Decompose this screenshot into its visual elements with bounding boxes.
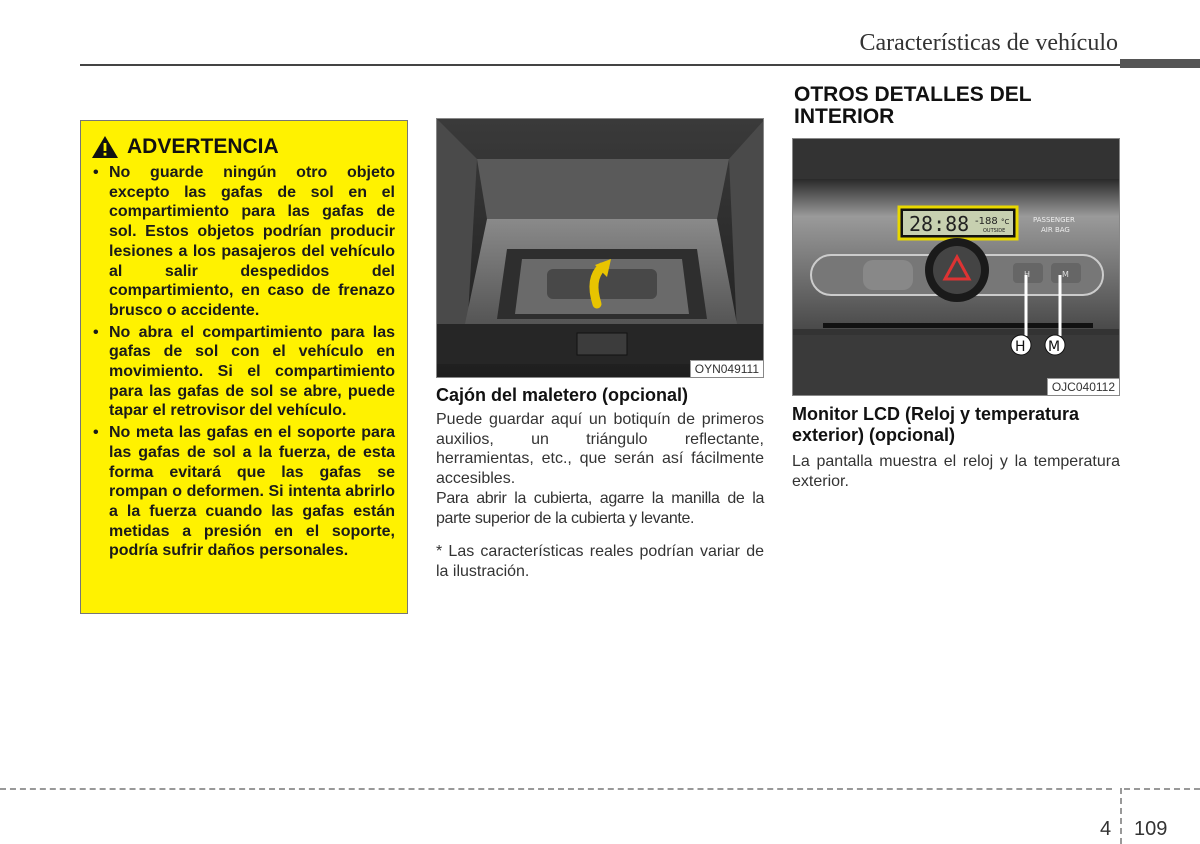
warning-heading <box>91 135 395 159</box>
trunk-paragraph-1: Puede guardar aquí un botiquín de primeros auxilios, un triángulo reflectante, herramientas, etc., que serán así fácilmente accesibles. <box>436 411 764 487</box>
button-h-label: H <box>1024 270 1031 279</box>
callout-m-label: M <box>1048 339 1061 355</box>
header-tab-marker <box>1120 59 1200 68</box>
warning-item: • No meta las gafas en el soporte para las gafas de sol a la fuerza, de esta forma evitará que las gafas se rompan o deformen. Si intenta abrirlo a la fuerza cuando las gafas están metidas a presión en el soporte, podría sufrir daños personales. <box>91 423 395 561</box>
lcd-monitor-illustration <box>792 138 1120 396</box>
section-title-interior: OTROS DETALLES DEL INTERIOR <box>794 83 1032 128</box>
page-number: 109 <box>1134 818 1168 840</box>
airbag-label-line1: PASSENGER <box>1033 216 1075 224</box>
lcd-temp-readout: -188 <box>975 216 998 227</box>
lcd-temp-unit: °C <box>1001 218 1010 226</box>
footer-page-separator <box>1120 788 1122 844</box>
lcd-heading: Monitor LCD (Reloj y temperatura exterior) (opcional) <box>792 404 1080 445</box>
page-header-title: Características de vehículo <box>859 30 1118 56</box>
callout-h-label: H <box>1015 339 1026 355</box>
header-divider <box>80 64 1120 66</box>
trunk-drawing <box>437 119 764 378</box>
airbag-label-line2: AIR BAG <box>1041 226 1070 234</box>
warning-title: ADVERTENCIA <box>127 135 279 158</box>
trunk-paragraph-2: Para abrir la cubierta, agarre la manilla de la parte superior de la cubierta y levante. <box>436 490 764 527</box>
trunk-footnote: * Las características reales podrían variar de la ilustración. <box>436 543 764 580</box>
lcd-outside-label: OUTSIDE <box>983 228 1006 234</box>
chapter-number: 4 <box>1100 818 1112 840</box>
trunk-heading: Cajón del maletero (opcional) <box>436 385 689 405</box>
footer-divider-right <box>1124 788 1200 790</box>
warning-triangle-icon <box>91 135 119 159</box>
warning-item: • No guarde ningún otro objeto excepto las gafas de sol en el compartimiento para las gafas de sol. Estos objetos podrían producir lesiones a los pasajeros del vehículo al salir despedidos del compartimiento, en caso de frenazo brusco o accidente. <box>91 163 395 321</box>
warning-item: • No abra el compartimiento para las gafas de sol con el vehículo en movimiento. Si el compartimiento para las gafas de sol se abre, puede tapar el retrovisor del vehículo. <box>91 323 395 422</box>
footer-divider <box>0 788 1112 790</box>
figure-code-trunk: OYN049111 <box>690 360 763 377</box>
button-m-label: M <box>1062 270 1069 279</box>
warning-list <box>91 163 395 561</box>
lcd-time-readout: 28:88 <box>909 212 970 236</box>
trunk-storage-illustration <box>436 118 764 378</box>
figure-code-lcd: OJC040112 <box>1047 378 1119 395</box>
lcd-paragraph: La pantalla muestra el reloj y la temperatura exterior. <box>792 453 1120 490</box>
warning-box <box>80 120 408 614</box>
lcd-drawing <box>793 139 1120 396</box>
